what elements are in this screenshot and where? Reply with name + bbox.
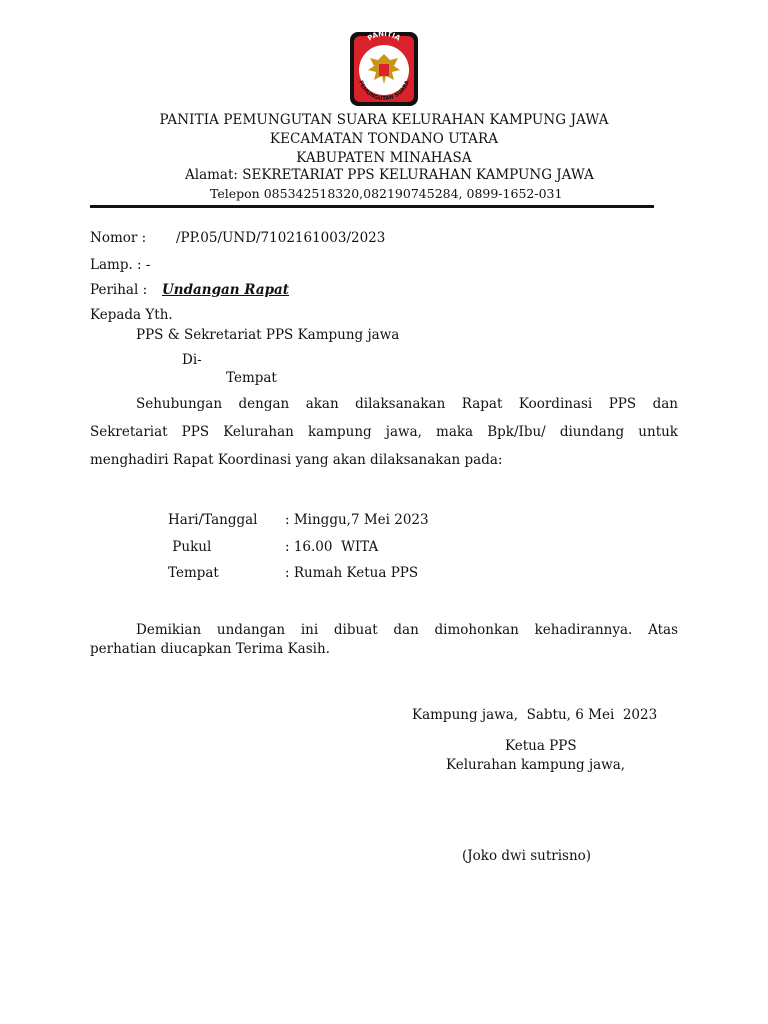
perihal-label: Perihal : [90, 282, 148, 298]
schedule-value-day: : Minggu,7 Mei 2023 [285, 512, 429, 528]
recipient-di: Di- [182, 352, 202, 368]
header-line-2: KECAMATAN TONDANO UTARA [269, 131, 499, 147]
schedule-label-time: Pukul [168, 539, 212, 555]
signature-place-date: Kampung jawa, Sabtu, 6 Mei 2023 [412, 707, 658, 723]
schedule-value-time: : 16.00 WITA [285, 539, 379, 555]
signature-name: (Joko dwi sutrisno) [462, 848, 592, 864]
logo-top-text: PANITIA [366, 30, 402, 43]
body-line-1: Sehubungan dengan akan dilaksanakan Rapat Koordinasi PPS dan [136, 396, 678, 412]
lamp-line: Lamp. : - [90, 257, 151, 273]
signature-title-1: Ketua PPS [505, 738, 577, 754]
closing-line-1: Demikian undangan ini dibuat dan dimohonkan kehadirannya. Atas [136, 622, 678, 638]
schedule-value-place: : Rumah Ketua PPS [285, 565, 419, 581]
nomor-value: /PP.05/UND/7102161003/2023 [176, 230, 386, 246]
kepada-yth: Kepada Yth. [90, 307, 173, 323]
signature-title-2: Kelurahan kampung jawa, [446, 757, 626, 773]
header-divider [90, 205, 654, 208]
header-telephone: Telepon 085342518320,082190745284, 0899-1652-031 [210, 186, 563, 201]
schedule-label-day: Hari/Tanggal [168, 512, 258, 528]
header-address: Alamat: SEKRETARIAT PPS KELURAHAN KAMPUNG JAWA [185, 167, 594, 183]
closing-line-2: perhatian diucapkan Terima Kasih. [90, 641, 330, 657]
body-line-2: Sekretariat PPS Kelurahan kampung jawa, maka Bpk/Ibu/ diundang untuk [90, 424, 678, 440]
header-line-3: KABUPATEN MINAHASA [296, 150, 472, 166]
schedule-label-place: Tempat [168, 565, 219, 581]
recipient-name: PPS & Sekretariat PPS Kampung jawa [136, 327, 400, 343]
nomor-label: Nomor : [90, 230, 147, 246]
header-line-1: PANITIA PEMUNGUTAN SUARA KELURAHAN KAMPUNG JAWA [159, 112, 609, 128]
body-line-3: menghadiri Rapat Koordinasi yang akan dilaksanakan pada: [90, 452, 503, 468]
kpu-logo [348, 30, 420, 108]
perihal-value: Undangan Rapat [162, 282, 289, 298]
logo-bottom-text: PEMUNGUTAN SUARA [357, 79, 411, 103]
recipient-tempat: Tempat [226, 370, 277, 386]
